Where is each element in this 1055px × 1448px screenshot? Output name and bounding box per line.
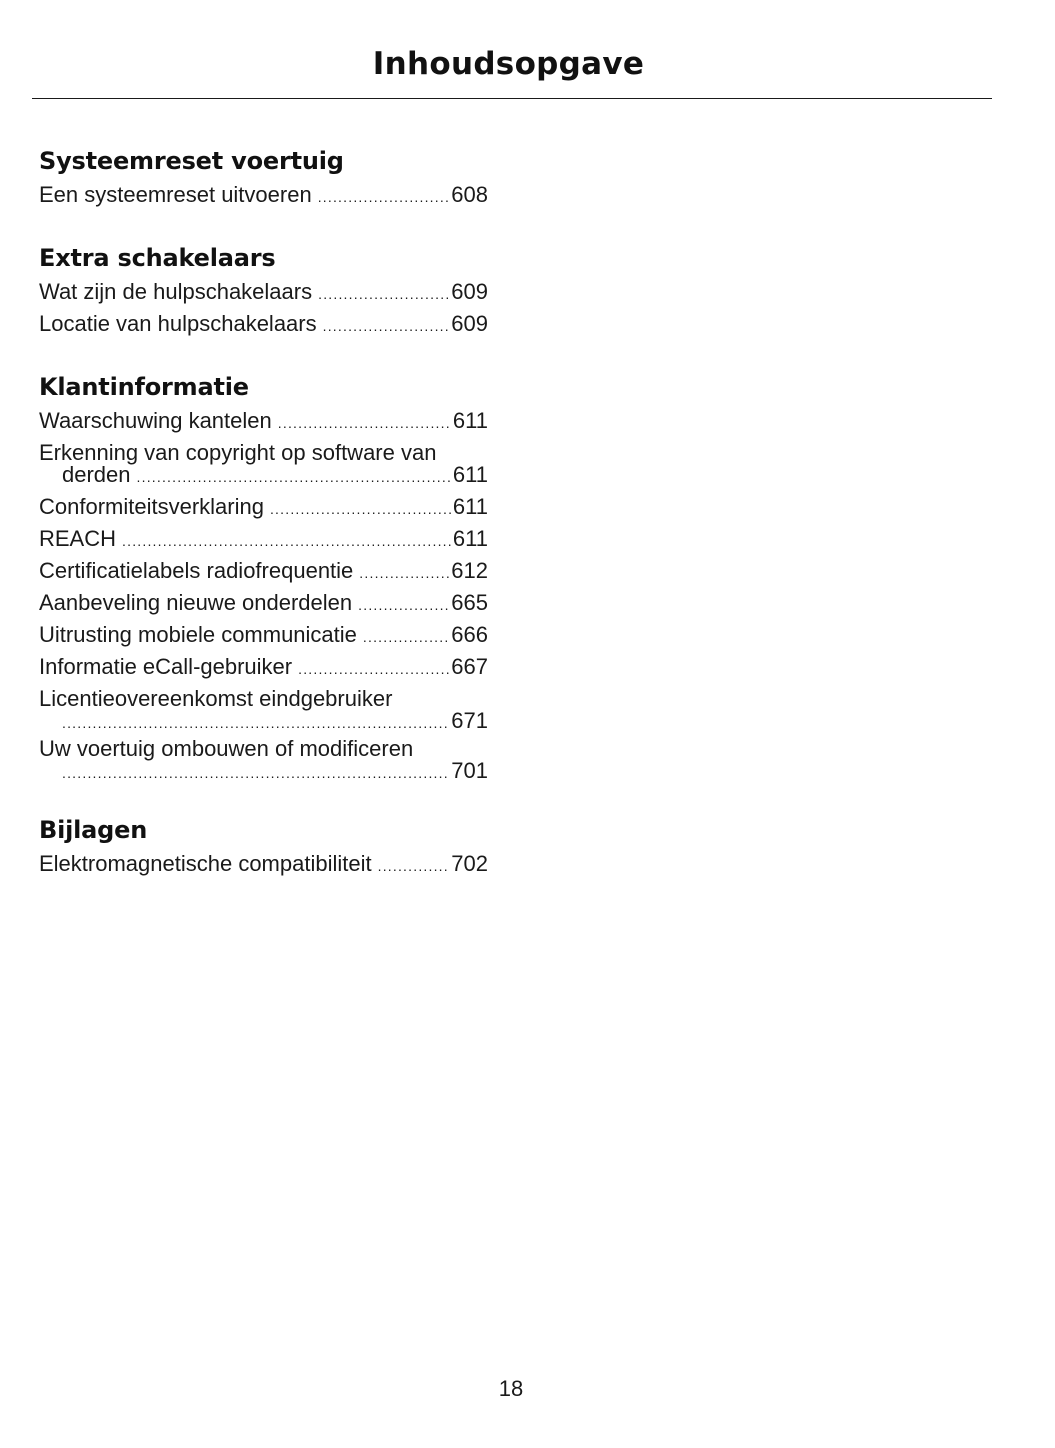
dot-leader bbox=[270, 494, 452, 524]
toc-entry[interactable] bbox=[39, 309, 488, 341]
entry-page-number: 608 bbox=[451, 182, 488, 207]
dot-leader bbox=[62, 712, 450, 734]
entry-page-number: 612 bbox=[451, 558, 488, 583]
entry-page-number: 611 bbox=[452, 526, 488, 551]
entry-page-number: 609 bbox=[451, 311, 488, 336]
entry-label: REACH bbox=[39, 526, 117, 551]
section-heading: Bijlagen bbox=[39, 816, 148, 844]
dot-leader bbox=[298, 654, 450, 684]
entry-page-number: 611 bbox=[452, 494, 488, 519]
entry-page-number: 609 bbox=[451, 279, 488, 304]
toc-entry[interactable] bbox=[39, 406, 488, 438]
entry-page-number: 671 bbox=[451, 708, 488, 733]
entry-page-number: 667 bbox=[451, 654, 488, 679]
toc-entry[interactable] bbox=[39, 556, 488, 588]
page-title: Inhoudsopgave bbox=[372, 46, 645, 82]
entry-label: Een systeemreset uitvoeren bbox=[39, 182, 312, 207]
dot-leader bbox=[122, 526, 452, 556]
toc-section bbox=[39, 812, 488, 881]
entry-label: Uw voertuig ombouwen of modificeren bbox=[39, 736, 414, 761]
dot-leader bbox=[323, 311, 451, 341]
entry-label: Conformiteitsverklaring bbox=[39, 494, 264, 519]
dot-leader bbox=[363, 622, 450, 652]
entry-label: Waarschuwing kantelen bbox=[39, 408, 272, 433]
entry-label: Licentieovereenkomst eindgebruiker bbox=[39, 686, 393, 711]
entry-label: Informatie eCall-gebruiker bbox=[39, 654, 293, 679]
entry-page-number: 611 bbox=[452, 408, 488, 433]
footer-page-number: 18 bbox=[498, 1376, 524, 1401]
entry-label: Aanbeveling nieuwe onderdelen bbox=[39, 590, 353, 615]
entry-label: Wat zijn de hulpschakelaars bbox=[39, 279, 313, 304]
dot-leader bbox=[378, 851, 451, 881]
entry-page-number: 665 bbox=[451, 590, 488, 615]
dot-leader bbox=[318, 182, 451, 212]
entry-page-number: 702 bbox=[451, 851, 488, 876]
section-heading: Systeemreset voertuig bbox=[39, 147, 344, 175]
entry-label: Erkenning van copyright op software van bbox=[39, 440, 437, 465]
section-heading: Extra schakelaars bbox=[39, 244, 276, 272]
toc-section bbox=[39, 369, 488, 784]
toc-entry[interactable] bbox=[39, 738, 488, 784]
dot-leader bbox=[137, 466, 452, 488]
entry-page-number: 701 bbox=[451, 758, 488, 783]
toc-entry[interactable] bbox=[39, 492, 488, 524]
toc-entry[interactable] bbox=[39, 588, 488, 620]
table-of-contents bbox=[39, 143, 488, 909]
dot-leader bbox=[62, 762, 450, 784]
toc-entry[interactable] bbox=[39, 849, 488, 881]
title-divider bbox=[32, 98, 992, 99]
dot-leader bbox=[358, 590, 450, 620]
dot-leader bbox=[318, 279, 450, 309]
dot-leader bbox=[278, 408, 452, 438]
toc-entry[interactable] bbox=[39, 442, 488, 488]
entry-label: Locatie van hulpschakelaars bbox=[39, 311, 317, 336]
dot-leader bbox=[359, 558, 450, 588]
section-heading: Klantinformatie bbox=[39, 373, 249, 401]
entry-label-continuation: derden bbox=[62, 462, 131, 487]
toc-entry[interactable] bbox=[39, 180, 488, 212]
toc-entry[interactable] bbox=[39, 524, 488, 556]
entry-label: Elektromagnetische compatibiliteit bbox=[39, 851, 372, 876]
toc-entry[interactable] bbox=[39, 652, 488, 684]
toc-entry[interactable] bbox=[39, 620, 488, 652]
toc-section bbox=[39, 143, 488, 212]
entry-page-number: 666 bbox=[451, 622, 488, 647]
toc-entry[interactable] bbox=[39, 277, 488, 309]
entry-page-number: 611 bbox=[452, 462, 488, 487]
entry-label: Uitrusting mobiele communicatie bbox=[39, 622, 357, 647]
entry-label: Certificatielabels radiofrequentie bbox=[39, 558, 354, 583]
toc-section bbox=[39, 240, 488, 341]
toc-entry[interactable] bbox=[39, 688, 488, 734]
